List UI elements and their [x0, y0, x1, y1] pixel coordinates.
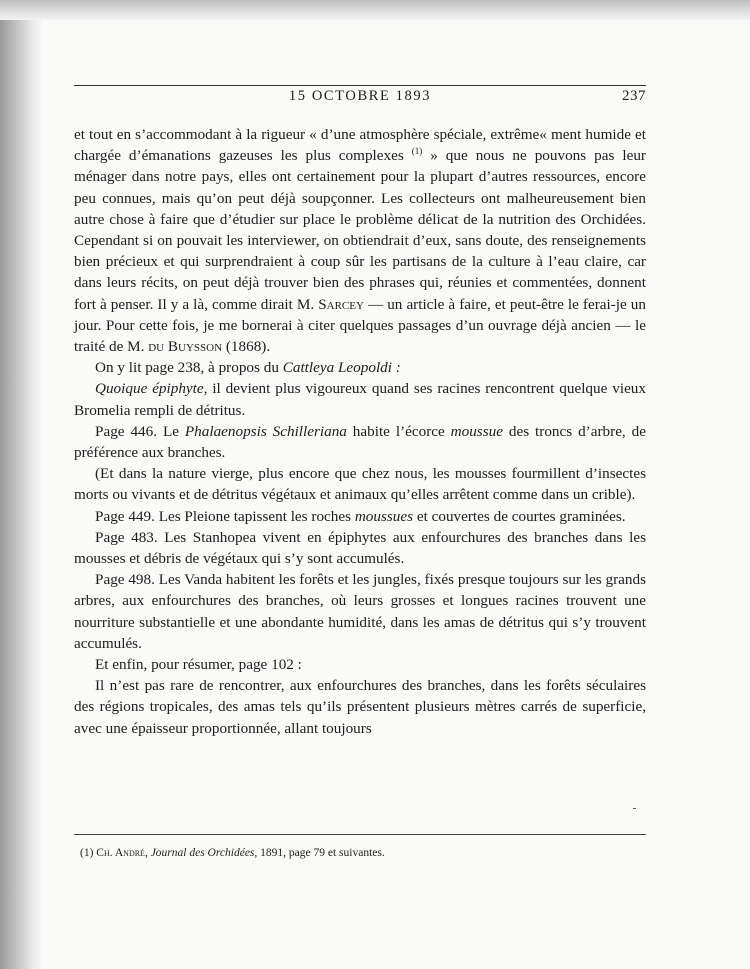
species-cattleya: Cattleya Leopoldi : — [282, 359, 401, 377]
footnote-details: 1891, page 79 et suivantes. — [257, 847, 385, 859]
footnote-rule — [74, 834, 646, 835]
scan-shadow-top — [0, 0, 750, 20]
word-moussue: moussue — [450, 422, 503, 440]
species-phalaenopsis: Phalaenopsis Schilleriana — [184, 422, 347, 440]
running-header — [74, 88, 646, 110]
paragraph-1: et tout en s’accommodant à la rigueur « d’une atmosphère spéciale, extrême« ment humide et chargée d’émanations gazeuses les plus complexes $^{(1)}$ » que nous ne pouvons pas leur ménager dans notre pays, elles ont certainement pour la plupart d’autres ressources, encore peu connues, mais qu’on peut déjà soupçonner. Les collecteurs ont malheureusement bien autre chose à faire que d’étudier sur place le problème délicat de la nutrition des Orchidées. Cependant si on pouvait les interviewer, on obtiendrait d’eux, sans doute, des renseignements bien précieux et qui surprendraient à coup sûr les partisans de la culture à l’eau claire, car dans leurs récits, on peut déjà trouver bien des phrases qui, réunies et commentées, donnent fort à penser. Il y a là, comme dirait M. Sarcey — un article à faire, et peut-être le ferai-je un jour. Pour cette fois, je me bornerai à citer quelques passages d’un ouvrage déjà ancien — le traité de M. du Buysson (1868). — [74, 126, 646, 356]
footnote-marker: (1) — [80, 847, 94, 859]
scan-shadow-left — [0, 0, 42, 969]
running-head-date: 15 OCTOBRE 1893 — [288, 88, 432, 104]
header-rule — [74, 85, 646, 86]
paragraph-2: On y lit page 238, à propos du Cattleya Leopoldi : — [95, 359, 401, 377]
footnote-journal: Journal des Orchidées, — [150, 847, 258, 859]
page-number: 237 — [622, 88, 646, 104]
footnote — [80, 846, 640, 861]
paragraph-9: Et enfin, pour résumer, page 102 : — [95, 656, 302, 674]
footnote-reference: (1) — [411, 146, 423, 157]
author-du-buysson: du Buysson — [148, 338, 223, 356]
scan-speck — [633, 808, 636, 809]
paragraph-3: Quoique épiphyte, il devient plus vigoureux quand ses racines rencontrent quelque vieux Bromelia rempli de détritus. — [74, 380, 646, 419]
paragraph-5: (Et dans la nature vierge, plus encore que chez nous, les mousses fourmillent d’insectes morts ou vivants et de détritus végétaux et animaux qu’elles arrêtent comme dans un crible). — [74, 465, 646, 504]
word-moussues: moussues — [354, 507, 414, 525]
paragraph-8: Page 498. Les Vanda habitent les forêts et les jungles, fixés presque toujours sur les grands arbres, aux enfourchures des branches, où leurs grosses et longues racines trouvent une nourriture substantielle et une abondante humidité, dans les amas de détritus qui s’y trouvent accumulés. — [74, 571, 646, 652]
paragraph-4: Page 446. Le Phalaenopsis Schilleriana habite l’écorce moussue des troncs d’arbre, de préférence aux branches. — [74, 422, 646, 462]
paragraph-7: Page 483. Les Stanhopea vivent en épiphytes aux enfourchures des branches dans les mousses et débris de végétaux qui s’y sont accumulés. — [74, 528, 646, 568]
paragraph-6: Page 449. Les Pleione tapissent les roches moussues et couvertes de courtes graminées. — [95, 507, 626, 525]
author-sarcey: Sarcey — [318, 295, 364, 313]
quote-epiphyte: Quoique épiphyte, — [95, 380, 208, 398]
body-text — [74, 124, 646, 739]
footnote-author: Ch. André, — [96, 847, 148, 859]
paragraph-10: Il n’est pas rare de rencontrer, aux enfourchures des branches, dans les forêts séculaires des régions tropicales, des amas tels qu’ils présentent plusieurs mètres carrés de superficie, avec une épaisseur proportionnée, allant toujours — [74, 677, 646, 737]
